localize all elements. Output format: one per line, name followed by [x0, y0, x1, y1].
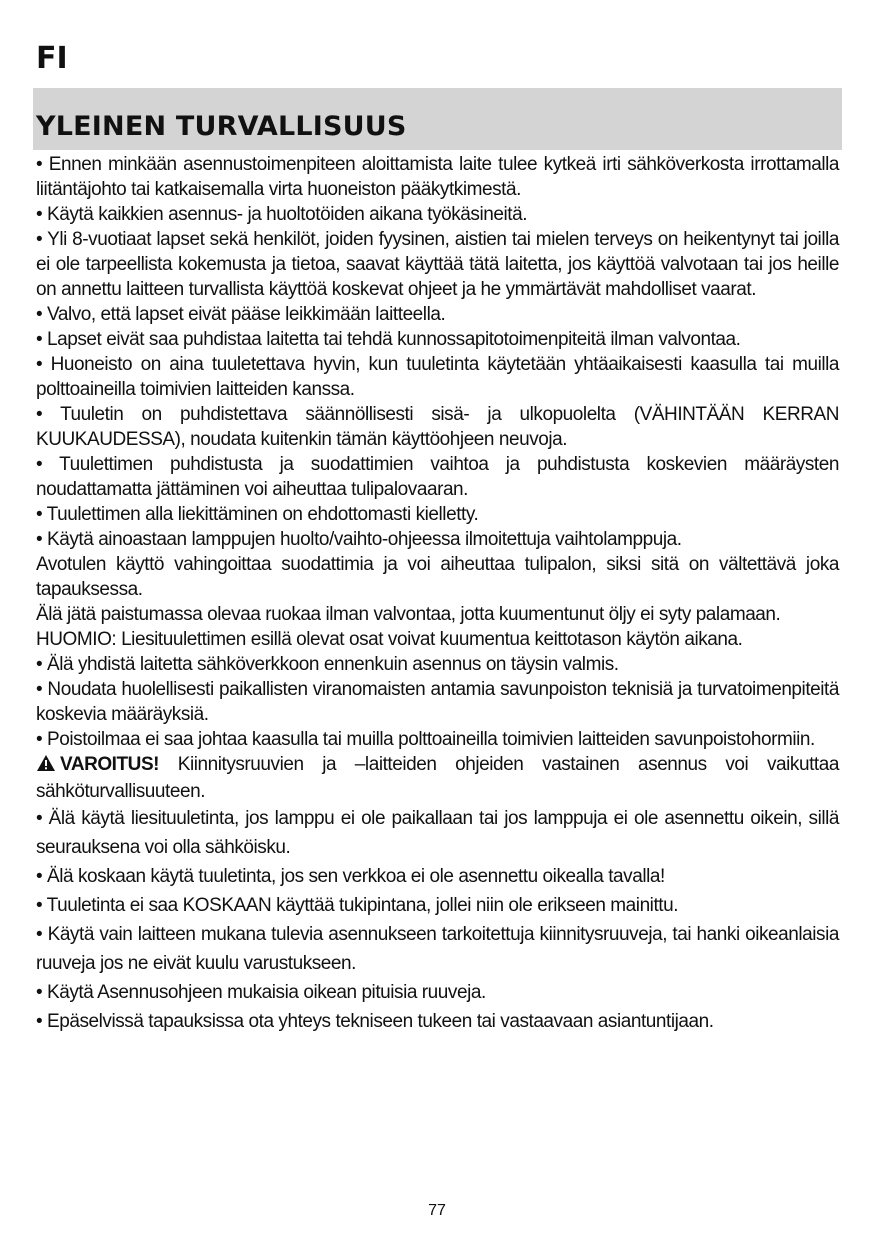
paragraph: • Käytä ainoastaan lamppujen huolto/vaihto-ohjeessa ilmoitettuja vaihtolamppuja. [36, 529, 682, 550]
paragraph: • Ennen minkään asennustoimenpiteen aloittamista laite tulee kytkeä irti sähköverkosta irrottamalla liitäntäjohto tai katkaisemalla virta huoneiston pääkytkimestä. [36, 154, 839, 200]
warning-text: Kiinnitysruuvien ja –laitteiden ohjeiden vastainen asennus voi vaikuttaa sähköturvallisuuteen. [36, 754, 839, 802]
paragraph: Älä jätä paistumassa olevaa ruokaa ilman valvontaa, jotta kuumentunut öljy ei syty palamaan. [36, 604, 781, 625]
paragraph: • Poistoilmaa ei saa johtaa kaasulla tai muilla polttoaineilla toimivien laitteiden savunpoistohormiin. [36, 729, 815, 750]
paragraph: • Yli 8-vuotiaat lapset sekä henkilöt, joiden fyysinen, aistien tai mielen terveys on heikentynyt tai joilla ei ole tarpeellista kokemusta ja tietoa, saavat käyttää tätä laitetta, jos käyttöä valvotaan tai jos heille on annettu laitteen turvallista käyttöä koskevat ohjeet ja he ymmärtävät mahdolliset vaarat. [36, 229, 839, 300]
paragraph: • Noudata huolellisesti paikallisten viranomaisten antamia savunpoiston teknisiä ja turvatoimenpiteitä koskevia määräyksiä. [36, 679, 839, 725]
warning-triangle-icon [36, 754, 56, 779]
paragraph: • Tuulettimen puhdistusta ja suodattimien vaihtoa ja puhdistusta koskevien määräysten noudattamatta jättäminen voi aiheuttaa tulipalovaaran. [36, 454, 839, 500]
paragraph: • Käytä Asennusohjeen mukaisia oikean pituisia ruuveja. [36, 982, 486, 1003]
paragraph: • Epäselvissä tapauksissa ota yhteys tekniseen tukeen tai vastaavaan asiantuntijaan. [36, 1011, 714, 1032]
warning-paragraph [36, 752, 839, 804]
page-number: 77 [428, 1202, 446, 1219]
paragraph: • Älä käytä liesituuletinta, jos lamppu ei ole paikallaan tai jos lamppuja ei ole asennettu oikein, sillä seurauksena voi olla sähköisku. [36, 808, 839, 858]
paragraph: • Tuulettimen alla liekittäminen on ehdottomasti kielletty. [36, 504, 479, 525]
paragraph: • Käytä kaikkien asennus- ja huoltotöiden aikana työkäsineitä. [36, 204, 528, 225]
paragraph: • Älä koskaan käytä tuuletinta, jos sen verkkoa ei ole asennettu oikealla tavalla! [36, 866, 665, 887]
paragraph: Avotulen käyttö vahingoittaa suodattimia ja voi aiheuttaa tulipalon, siksi sitä on vältettävä joka tapauksessa. [36, 554, 839, 600]
paragraph: • Älä yhdistä laitetta sähköverkkoon ennenkuin asennus on täysin valmis. [36, 654, 619, 675]
warning-label: VAROITUS! [60, 754, 160, 775]
paragraph: • Lapset eivät saa puhdistaa laitetta tai tehdä kunnossapitotoimenpiteitä ilman valvontaa. [36, 329, 741, 350]
paragraph: • Valvo, että lapset eivät pääse leikkimään laitteella. [36, 304, 446, 325]
paragraph: • Huoneisto on aina tuuletettava hyvin, kun tuuletinta käytetään yhtäaikaisesti kaasulla tai muilla polttoaineilla toimivien laitteiden kanssa. [36, 354, 839, 400]
section-title: YLEINEN TURVALLISUUS [36, 111, 407, 142]
document-body [36, 152, 839, 1036]
language-code: FI [36, 41, 68, 76]
paragraph: HUOMIO: Liesituulettimen esillä olevat osat voivat kuumentua keittotason käytön aikana. [36, 629, 743, 650]
lower-list [36, 804, 839, 1036]
paragraph: • Tuuletinta ei saa KOSKAAN käyttää tukipintana, jollei niin ole erikseen mainittu. [36, 895, 679, 916]
paragraph: • Käytä vain laitteen mukana tulevia asennukseen tarkoitettuja kiinnitysruuveja, tai hanki oikeanlaisia ruuveja jos ne eivät kuulu varustukseen. [36, 924, 839, 974]
paragraph: • Tuuletin on puhdistettava säännöllisesti sisä- ja ulkopuolelta (VÄHINTÄÄN KERRAN KUUKAUDESSA), noudata kuitenkin tämän käyttöohjeen neuvoja. [36, 404, 839, 450]
